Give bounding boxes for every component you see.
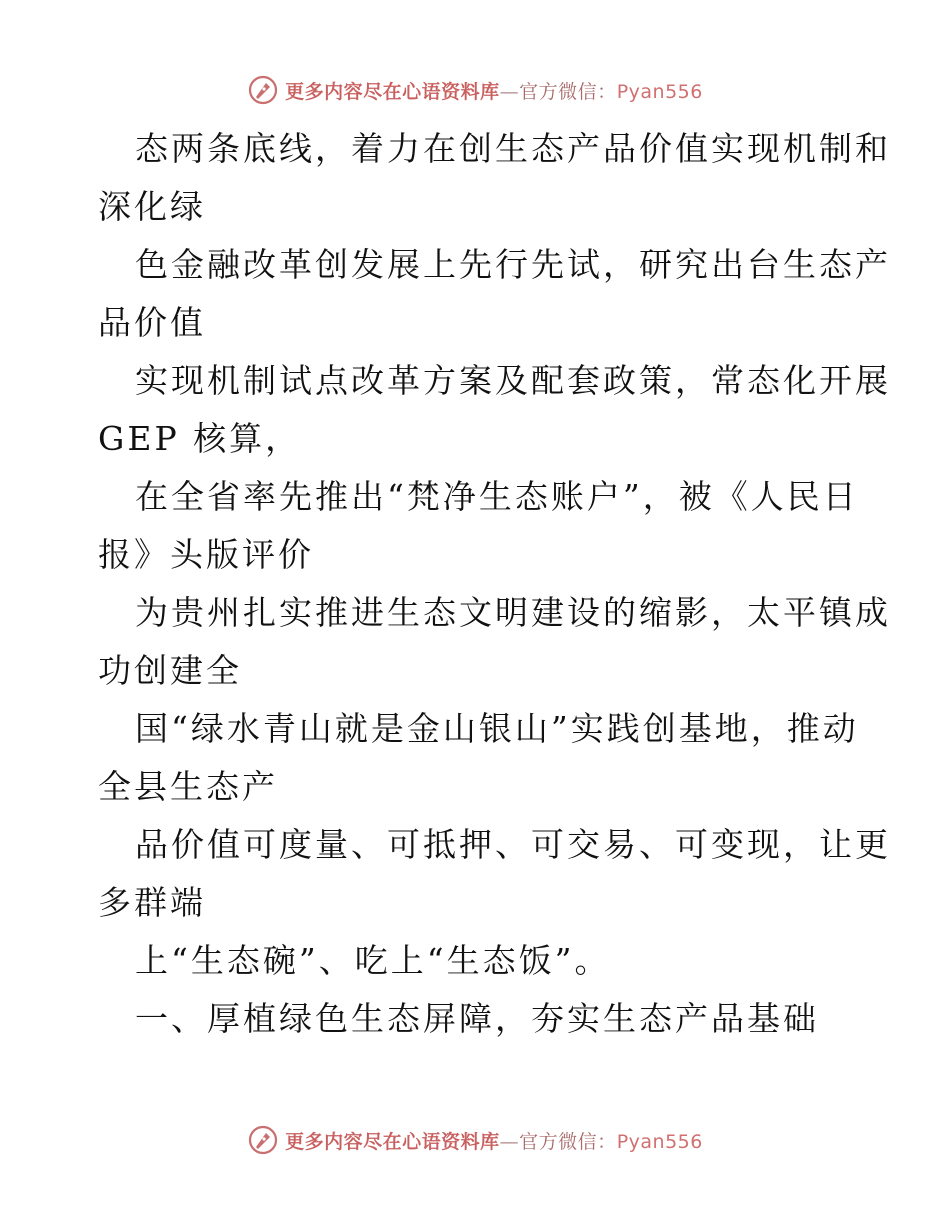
text-line: 为贵州扎实推进生态文明建设的缩影，太平镇成 xyxy=(135,593,891,632)
text-line: 品价值 xyxy=(98,303,206,342)
document-body xyxy=(98,120,891,1048)
text-line: GEP 核算， xyxy=(98,419,302,458)
watermark-wechat-id: Pyan556 xyxy=(616,80,703,103)
text-line: 态两条底线，着力在创生态产品价值实现机制和 xyxy=(135,129,891,168)
text-line: 色金融改革创发展上先行先试，研究出台生态产 xyxy=(135,245,891,284)
watermark-text xyxy=(285,77,703,104)
section-heading: 一、厚植绿色生态屏障，夯实生态产品基础 xyxy=(135,999,819,1038)
watermark-text xyxy=(285,1127,703,1154)
watermark-brand: 更多内容尽在心语资料库 xyxy=(285,1130,500,1153)
footer-watermark xyxy=(0,1122,950,1158)
text-line: 功创建全 xyxy=(98,651,242,690)
text-line: 实现机制试点改革方案及配套政策，常态化开展 xyxy=(135,361,891,400)
text-line: 深化绿 xyxy=(98,187,206,226)
text-line: 多群端 xyxy=(98,883,206,922)
watermark-wechat-id: Pyan556 xyxy=(616,1130,703,1153)
text-line: 上“生态碗”、吃上“生态饭”。 xyxy=(135,941,611,980)
pen-nib-circle-icon xyxy=(247,74,279,106)
header-watermark xyxy=(0,72,950,108)
text-line: 报》头版评价 xyxy=(98,535,314,574)
watermark-separator: — xyxy=(499,1130,520,1153)
watermark-brand: 更多内容尽在心语资料库 xyxy=(285,80,500,103)
watermark-separator: — xyxy=(499,80,520,103)
watermark-wechat-label: 官方微信： xyxy=(519,80,617,103)
text-line: 品价值可度量、可抵押、可交易、可变现，让更 xyxy=(135,825,891,864)
text-line: 在全省率先推出“梵净生态账户”，被《人民日 xyxy=(135,477,859,516)
text-line: 国“绿水青山就是金山银山”实践创基地，推动 xyxy=(135,709,859,748)
text-line: 全县生态产 xyxy=(98,767,278,806)
pen-nib-circle-icon xyxy=(247,1124,279,1156)
watermark-wechat-label: 官方微信： xyxy=(519,1130,617,1153)
